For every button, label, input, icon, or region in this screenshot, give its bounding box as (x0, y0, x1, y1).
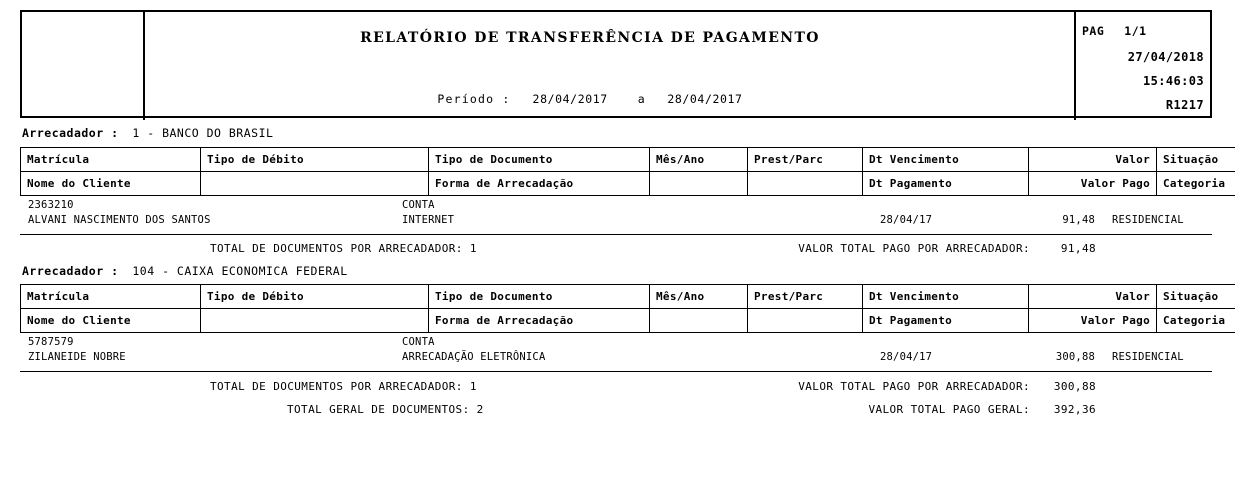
col-categoria: Categoria (1157, 172, 1235, 196)
col-blank-3 (748, 172, 863, 196)
section-2-total-value: 300,88 (1053, 380, 1096, 393)
table-header-row-1 (21, 285, 1235, 309)
col-tipo-documento: Tipo de Documento (429, 285, 650, 309)
col-mes-ano: Mês/Ano (650, 148, 748, 172)
collector-1 (22, 126, 273, 140)
col-blank-1 (201, 172, 429, 196)
col-blank-2 (650, 172, 748, 196)
table-1-header (20, 147, 1235, 196)
collector-2-value: 104 - CAIXA ECONOMICA FEDERAL (132, 264, 348, 278)
col-valor: Valor (1029, 148, 1157, 172)
cell-valor-pago: 91,48 (1062, 214, 1095, 226)
col-dt-vencimento: Dt Vencimento (863, 148, 1029, 172)
period-separator: a (637, 92, 646, 106)
col-valor-pago: Valor Pago (1029, 309, 1157, 333)
col-tipo-documento: Tipo de Documento (429, 148, 650, 172)
cell-categoria: RESIDENCIAL (1112, 351, 1184, 363)
period-start: 28/04/2017 (532, 92, 608, 106)
col-valor-pago: Valor Pago (1029, 172, 1157, 196)
col-nome-cliente: Nome do Cliente (21, 309, 201, 333)
col-tipo-debito: Tipo de Débito (201, 285, 429, 309)
cell-nome-cliente: ALVANI NASCIMENTO DOS SANTOS (28, 214, 211, 226)
cell-tipo-documento: CONTA (402, 199, 435, 211)
col-forma-arrecadacao: Forma de Arrecadação (429, 309, 650, 333)
col-dt-pagamento: Dt Pagamento (863, 309, 1029, 333)
cell-matricula: 5787579 (28, 336, 74, 348)
cell-dt-pagamento: 28/04/17 (880, 351, 933, 363)
col-prest-parc: Prest/Parc (748, 285, 863, 309)
col-valor: Valor (1029, 285, 1157, 309)
collector-2-label: Arrecadador : (22, 264, 119, 278)
col-prest-parc: Prest/Parc (748, 148, 863, 172)
col-blank-1 (201, 309, 429, 333)
col-nome-cliente: Nome do Cliente (21, 172, 201, 196)
cell-tipo-documento: CONTA (402, 336, 435, 348)
row-divider-1 (20, 234, 1212, 235)
section-2-totals (20, 380, 1212, 396)
col-dt-pagamento: Dt Pagamento (863, 172, 1029, 196)
cell-matricula: 2363210 (28, 199, 74, 211)
table-row (20, 199, 1212, 233)
col-matricula: Matrícula (21, 148, 201, 172)
report-code: R1217 (1165, 98, 1204, 112)
table-2-header (20, 284, 1235, 333)
section-2-total-docs: TOTAL DE DOCUMENTOS POR ARRECADADOR: 1 (210, 380, 477, 393)
report-period (130, 92, 1050, 106)
grand-total-docs: TOTAL GERAL DE DOCUMENTOS: 2 (287, 403, 484, 416)
section-2-total-value-label: VALOR TOTAL PAGO POR ARRECADADOR: (798, 380, 1030, 393)
report-time: 15:46:03 (1143, 74, 1204, 88)
col-blank-3 (748, 309, 863, 333)
table-header-row-1 (21, 148, 1235, 172)
cell-forma-arrecadacao: INTERNET (402, 214, 455, 226)
col-blank-2 (650, 309, 748, 333)
cell-valor-pago: 300,88 (1055, 351, 1095, 363)
collector-2 (22, 264, 348, 278)
col-forma-arrecadacao: Forma de Arrecadação (429, 172, 650, 196)
col-mes-ano: Mês/Ano (650, 285, 748, 309)
col-situacao: Situação (1157, 148, 1235, 172)
col-dt-vencimento: Dt Vencimento (863, 285, 1029, 309)
cell-forma-arrecadacao: ARRECADAÇÃO ELETRÔNICA (402, 351, 546, 363)
col-situacao: Situação (1157, 285, 1235, 309)
section-1-total-docs: TOTAL DE DOCUMENTOS POR ARRECADADOR: 1 (210, 242, 477, 255)
col-matricula: Matrícula (21, 285, 201, 309)
report-date: 27/04/2018 (1127, 50, 1204, 64)
grand-total-value-label: VALOR TOTAL PAGO GERAL: (868, 403, 1030, 416)
grand-totals (20, 403, 1212, 419)
page-indicator-value: 1/1 (1124, 24, 1147, 38)
section-1-total-value: 91,48 (1060, 242, 1096, 255)
section-1-total-value-label: VALOR TOTAL PAGO POR ARRECADADOR: (798, 242, 1030, 255)
period-end: 28/04/2017 (667, 92, 743, 106)
page-indicator (1082, 24, 1147, 38)
cell-nome-cliente: ZILANEIDE NOBRE (28, 351, 126, 363)
period-label: Período : (437, 92, 511, 106)
page-title: RELATÓRIO DE TRANSFERÊNCIA DE PAGAMENTO (360, 30, 820, 46)
table-header-row-2 (21, 309, 1235, 333)
collector-1-value: 1 - BANCO DO BRASIL (132, 126, 274, 140)
col-categoria: Categoria (1157, 309, 1235, 333)
page-indicator-label: PAG (1082, 24, 1105, 38)
cell-categoria: RESIDENCIAL (1112, 214, 1184, 226)
cell-dt-pagamento: 28/04/17 (880, 214, 933, 226)
table-header-row-2 (21, 172, 1235, 196)
table-row (20, 336, 1212, 370)
collector-1-label: Arrecadador : (22, 126, 119, 140)
row-divider-2 (20, 371, 1212, 372)
col-tipo-debito: Tipo de Débito (201, 148, 429, 172)
grand-total-value: 392,36 (1053, 403, 1096, 416)
section-1-totals (20, 242, 1212, 258)
header-meta-block (1076, 12, 1212, 120)
